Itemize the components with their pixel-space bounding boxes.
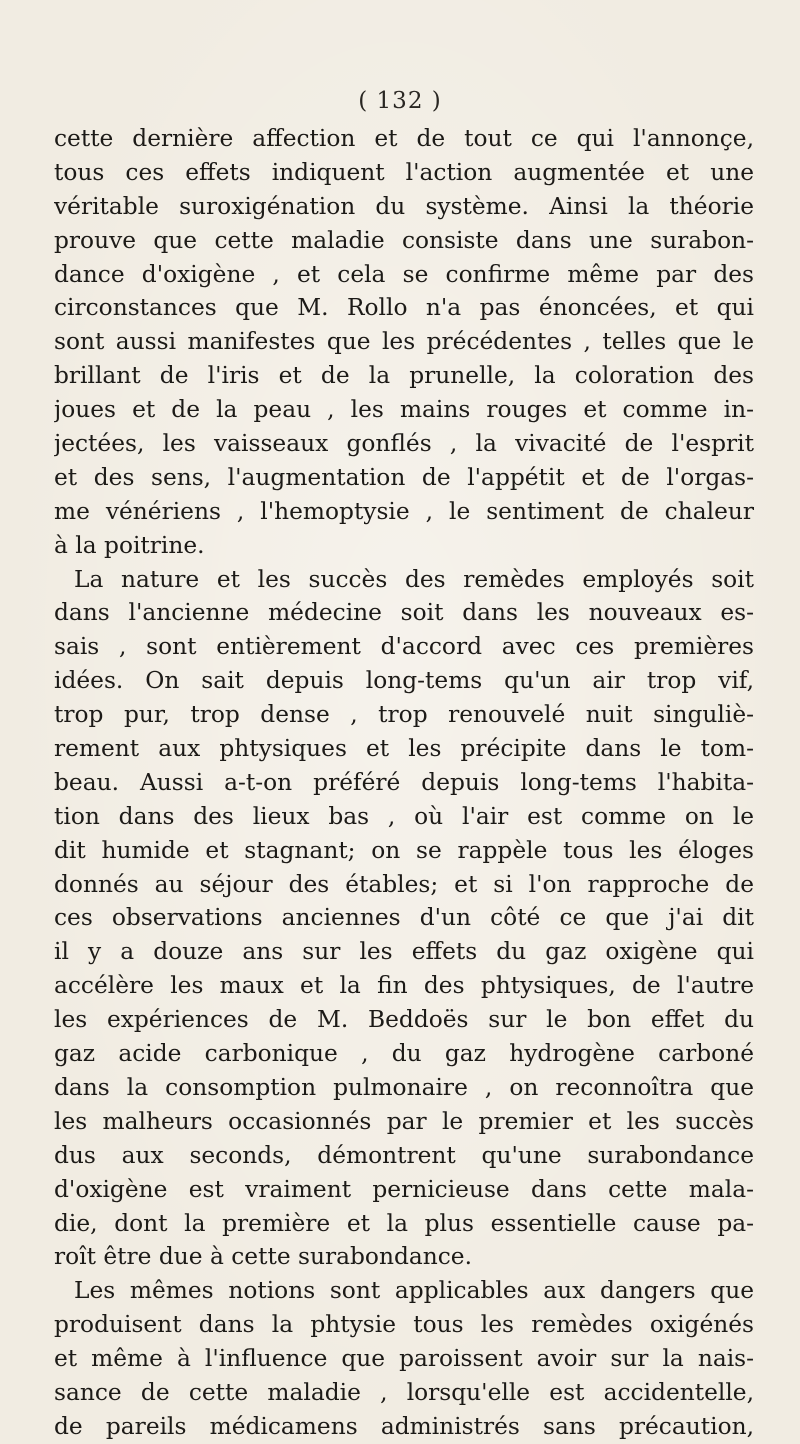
text-line: tous ces effets indiquent l'action augmentée et une — [54, 158, 754, 186]
text-line: beau. Aussi a-t-on préféré depuis long-tems l'habita- — [54, 768, 754, 796]
text-line: véritable suroxigénation du système. Ainsi la théorie — [54, 192, 754, 220]
text-line: d'oxigène est vraiment pernicieuse dans cette mala- — [54, 1175, 754, 1203]
text-line: produisent dans la phtysie tous les remèdes oxigénés — [54, 1311, 754, 1339]
text-line: gaz acide carbonique , du gaz hydrogène carboné — [54, 1040, 754, 1068]
text-line: cette dernière affection et de tout ce qui l'annonçe, — [54, 125, 754, 152]
text-line: donnés au séjour des étables; et si l'on rapproche de — [54, 870, 754, 898]
text-line: roît être due à cette surabondance. — [54, 1243, 472, 1271]
paragraph — [54, 122, 754, 563]
text-line: sais , sont entièrement d'accord avec ces premières — [54, 633, 754, 661]
text-line: circonstances que M. Rollo n'a pas énoncées, et qui — [54, 294, 754, 322]
text-line: trop pur, trop dense , trop renouvelé nuit singuliè- — [54, 701, 754, 729]
text-line: dit humide et stagnant; on se rappèle tous les éloges — [54, 836, 754, 864]
text-line: dans l'ancienne médecine soit dans les nouveaux es- — [54, 599, 754, 627]
text-line: sance de cette maladie , lorsqu'elle est accidentelle, — [54, 1378, 754, 1406]
text-line: à la poitrine. — [54, 531, 205, 559]
text-line: ces observations anciennes d'un côté ce que j'ai dit — [54, 904, 754, 932]
text-line: de pareils médicamens administrés sans précaution, — [54, 1412, 754, 1440]
text-line: dus aux seconds, démontrent qu'une surabondance — [54, 1141, 754, 1169]
text-line: La nature et les succès des remèdes employés soit — [74, 565, 754, 593]
text-line: joues et de la peau , les mains rouges et comme in- — [54, 396, 754, 424]
text-line: rement aux phtysiques et les précipite dans le tom- — [54, 735, 754, 763]
text-line: die, dont la première et la plus essentielle cause pa- — [54, 1209, 754, 1237]
text-line: accélère les maux et la fin des phtysiques, de l'autre — [54, 972, 754, 1000]
text-line: tion dans des lieux bas , où l'air est comme on le — [54, 802, 754, 830]
page-number: ( 132 ) — [358, 88, 442, 114]
text-line: et même à l'influence que paroissent avoir sur la nais- — [54, 1345, 754, 1373]
text-line: jectées, les vaisseaux gonflés , la vivacité de l'esprit — [54, 430, 754, 458]
text-line: dans la consomption pulmonaire , on reconnoîtra que — [54, 1073, 754, 1101]
text-line: les expériences de M. Beddoës sur le bon effet du — [54, 1006, 754, 1034]
text-line: brillant de l'iris et de la prunelle, la coloration des — [54, 362, 754, 390]
text-line: prouve que cette maladie consiste dans une surabon- — [54, 226, 754, 254]
text-line: me vénériens , l'hemoptysie , le sentiment de chaleur — [54, 497, 754, 525]
text-line: les malheurs occasionnés par le premier et les succès — [54, 1107, 754, 1135]
text-line: il y a douze ans sur les effets du gaz oxigène qui — [54, 938, 754, 966]
text-line: sont aussi manifestes que les précédentes , telles que le — [54, 328, 754, 356]
body-text — [54, 122, 754, 1444]
text-line: dance d'oxigène , et cela se confirme même par des — [54, 260, 754, 288]
text-line: et des sens, l'augmentation de l'appétit et de l'orgas- — [54, 463, 754, 491]
text-line: idées. On sait depuis long-tems qu'un air trop vif, — [54, 667, 754, 695]
text-line: Les mêmes notions sont applicables aux dangers que — [74, 1277, 754, 1305]
paragraph — [54, 1274, 754, 1443]
paragraph — [54, 563, 754, 1275]
